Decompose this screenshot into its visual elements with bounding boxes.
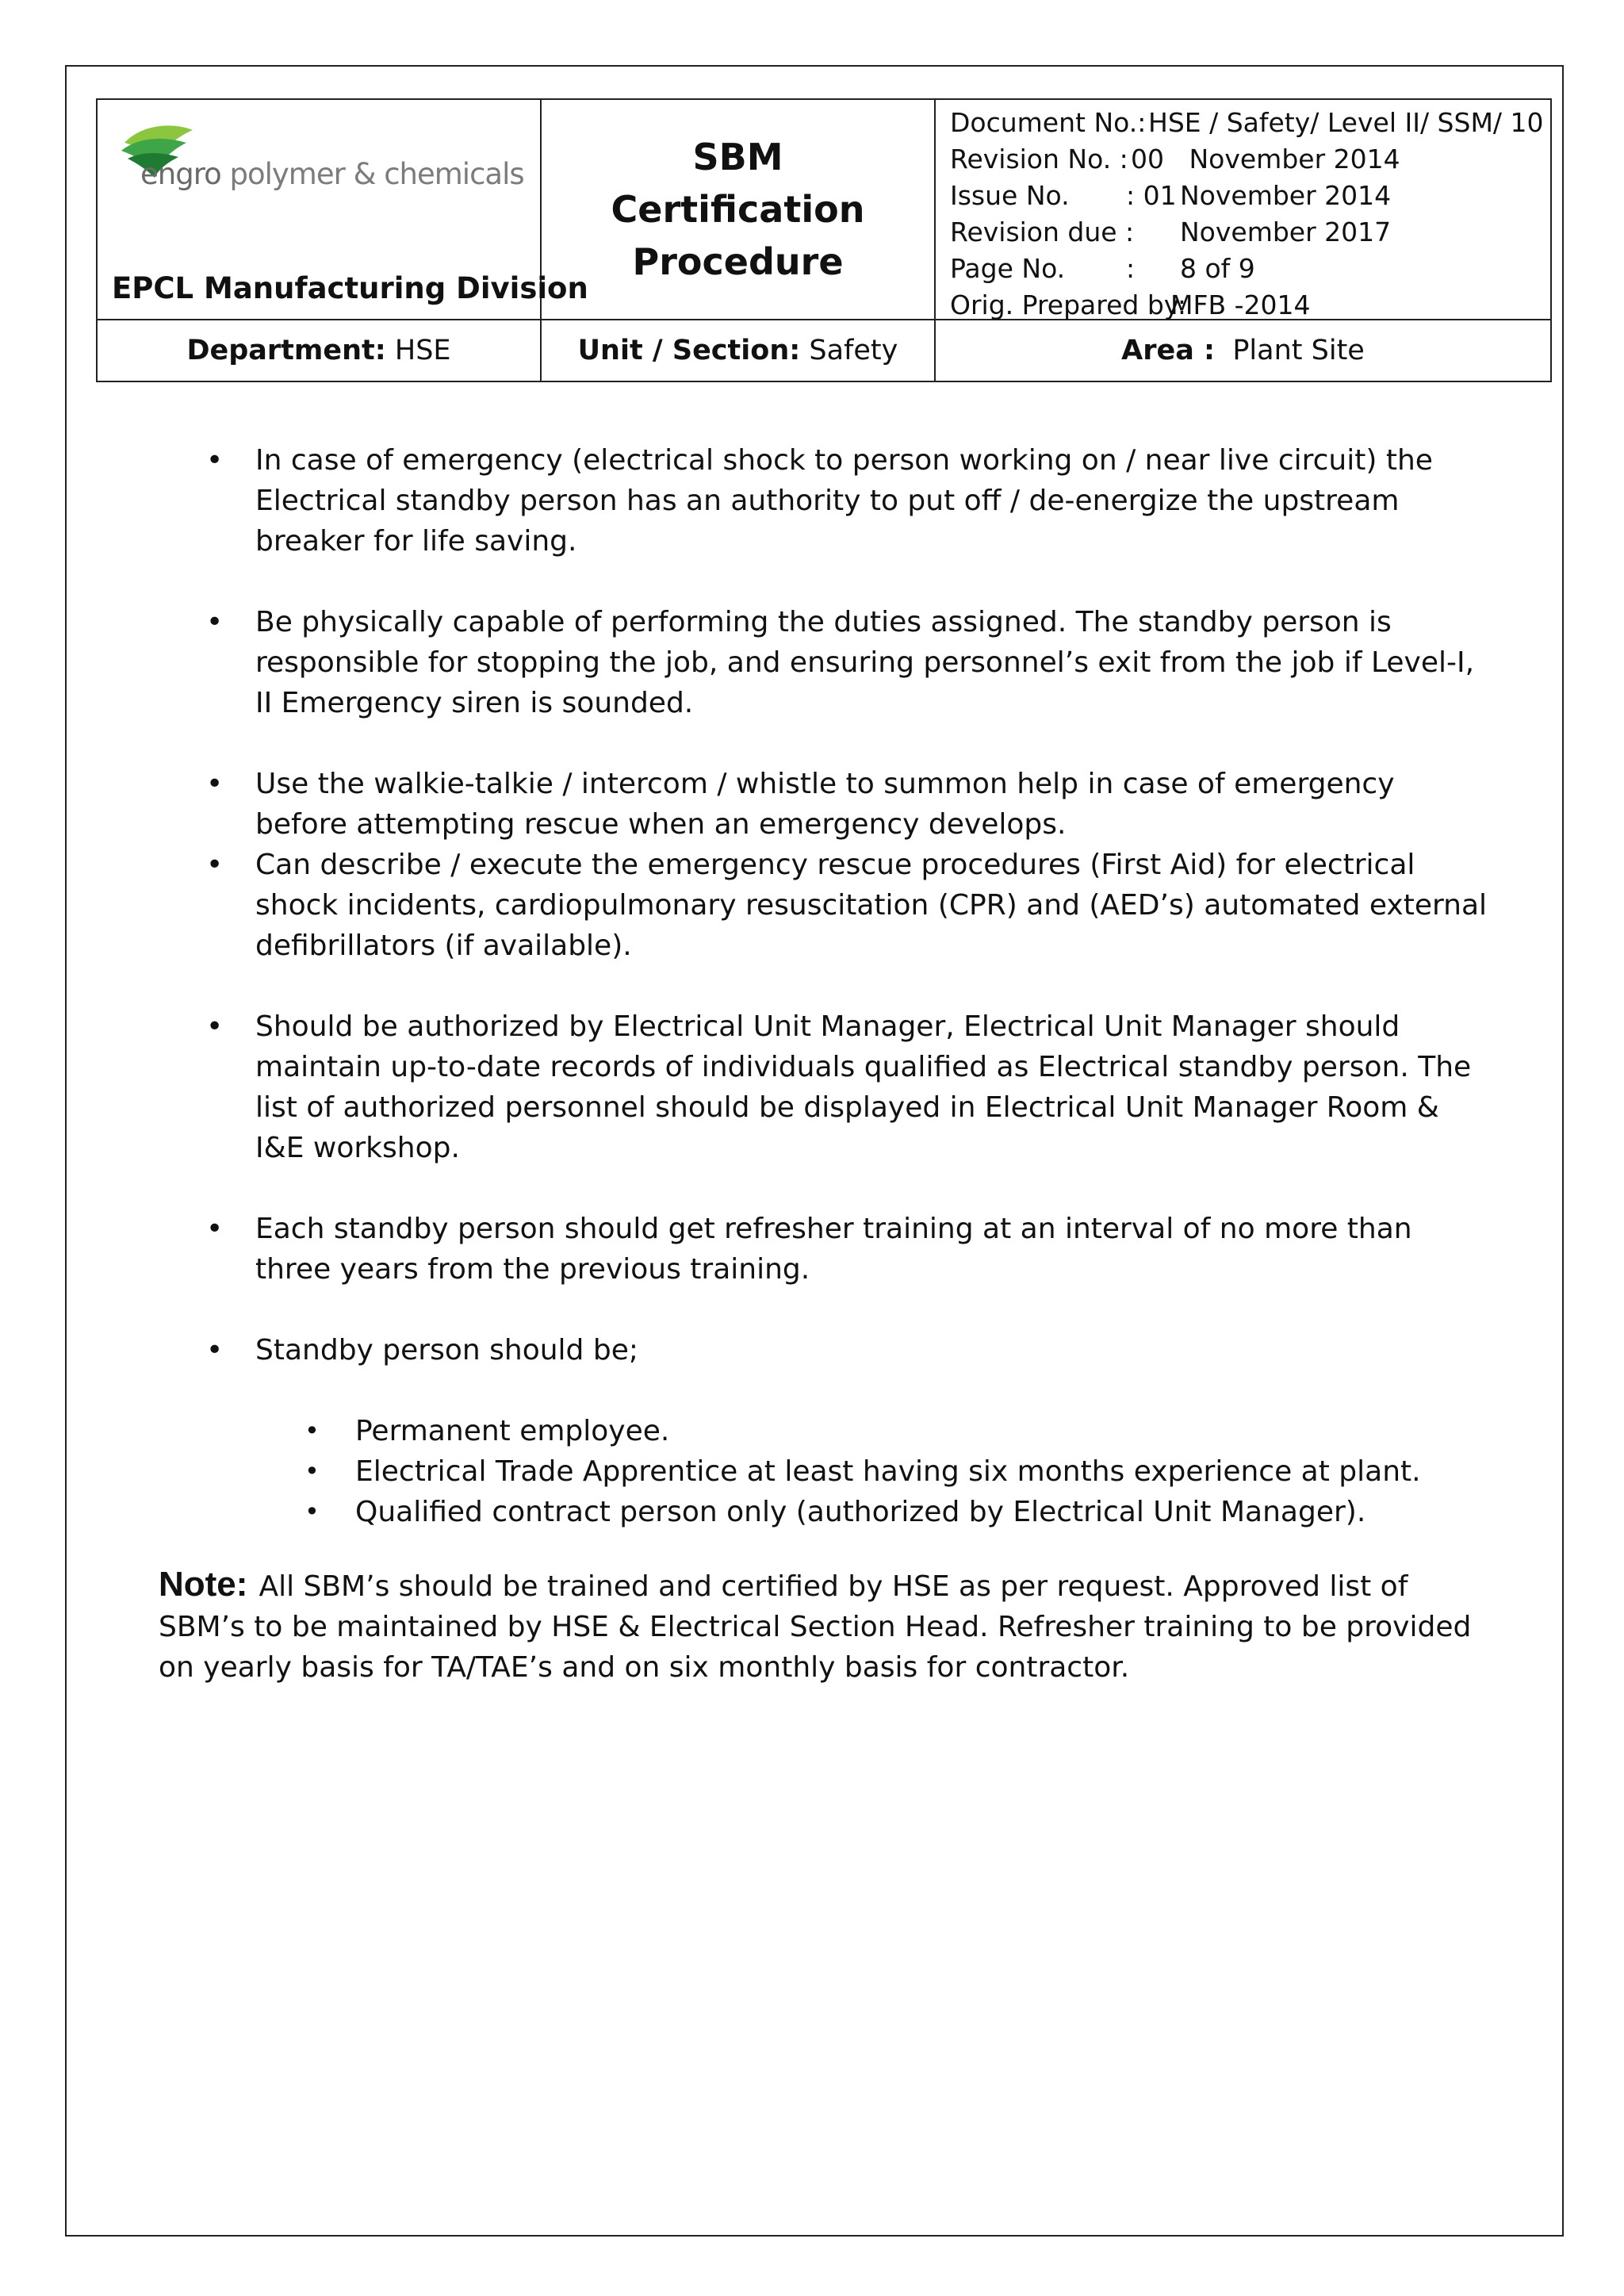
- note-paragraph: [159, 1564, 1491, 1688]
- sub-list-item: • Permanent employee.: [159, 1411, 1491, 1451]
- unit-section-value: Safety: [809, 335, 898, 366]
- area-cell: [936, 320, 1550, 381]
- bullet-icon: •: [206, 849, 224, 881]
- department-label: Department:: [186, 335, 386, 366]
- bullet-icon: •: [206, 1334, 224, 1366]
- sub-bullet-icon: •: [304, 1416, 320, 1446]
- unit-section-cell: [542, 320, 936, 381]
- sub-list-item: • Electrical Trade Apprentice at least having six months experience at plant.: [159, 1451, 1491, 1492]
- doc-info-revision-due: Revision due : November 2017: [950, 217, 1392, 247]
- sub-bullet-icon: •: [304, 1456, 320, 1486]
- list-item: • Use the walkie-talkie / intercom / whistle to summon help in case of emergency before attempting rescue when an emergency develops.: [159, 764, 1491, 845]
- area-value: Plant Site: [1232, 335, 1365, 366]
- logo-brand: engro: [140, 157, 221, 191]
- doc-info-document-no: Document No.: HSE / Safety/ Level II/ SSM/ 10: [950, 107, 1544, 138]
- list-item: • Can describe / execute the emergency rescue procedures (First Aid) for electrical shock incidents, cardiopulmonary resuscitation (CPR) and (AED’s) automated external defibrillators (if available).: [159, 845, 1491, 966]
- unit-section-label: Unit / Section:: [577, 335, 801, 366]
- company-logo-text: [140, 157, 524, 191]
- doc-info-revision-no: Revision No. : 00 November 2014: [950, 144, 1400, 174]
- logo-rest: polymer & chemicals: [220, 157, 524, 191]
- sub-bullet-icon: •: [304, 1497, 320, 1527]
- standby-requirements-list: [159, 1411, 1491, 1532]
- division-name: EPCL Manufacturing Division: [112, 271, 588, 305]
- doc-info-prepared-by: Orig. Prepared by: MFB -2014: [950, 289, 1311, 320]
- list-item: • In case of emergency (electrical shock to person working on / near live circuit) the Electrical standby person has an authority to put off / de-energize the upstream breaker for life saving.: [159, 440, 1491, 562]
- title-line-1: SBM Certification: [611, 136, 865, 231]
- document-body: [159, 440, 1491, 1532]
- sub-list-item: • Qualified contract person only (authorized by Electrical Unit Manager).: [159, 1492, 1491, 1532]
- document-header: [96, 98, 1552, 382]
- logo-cell: [98, 100, 588, 320]
- bullet-icon: •: [206, 606, 224, 638]
- title-line-2: Procedure: [632, 240, 844, 283]
- note-label: Note:: [159, 1565, 248, 1604]
- doc-info-issue-no: Issue No. : 01 November 2014: [950, 180, 1392, 211]
- document-title: [572, 131, 905, 288]
- area-label: Area :: [1121, 335, 1216, 366]
- list-item: • Each standby person should get refresher training at an interval of no more than three years from the previous training.: [159, 1209, 1491, 1290]
- list-item: • Standby person should be;: [159, 1330, 1491, 1370]
- note-text: All SBM’s should be trained and certified by HSE as per request. Approved list of SBM’s to be maintained by HSE & Electrical Section Head. Refresher training to be provided on yearly basis for TA/TAE’s and on six monthly basis for contractor.: [159, 1570, 1472, 1684]
- department-value: HSE: [394, 335, 451, 366]
- bullet-icon: •: [206, 444, 224, 477]
- bullet-icon: •: [206, 768, 224, 800]
- list-item: • Be physically capable of performing the duties assigned. The standby person is responsible for stopping the job, and ensuring personnel’s exit from the job if Level-I, II Emergency siren is sounded.: [159, 602, 1491, 723]
- document-info-cell: [936, 100, 1550, 320]
- bullet-icon: •: [206, 1010, 224, 1043]
- title-cell: [542, 100, 936, 320]
- department-cell: [98, 320, 542, 381]
- doc-info-page-no: Page No. : 8 of 9: [950, 253, 1255, 284]
- list-item: • Should be authorized by Electrical Unit Manager, Electrical Unit Manager should maintain up-to-date records of individuals qualified as Electrical standby person. The list of authorized personnel should be displayed in Electrical Unit Manager Room & I&E workshop.: [159, 1006, 1491, 1168]
- bullet-icon: •: [206, 1213, 224, 1245]
